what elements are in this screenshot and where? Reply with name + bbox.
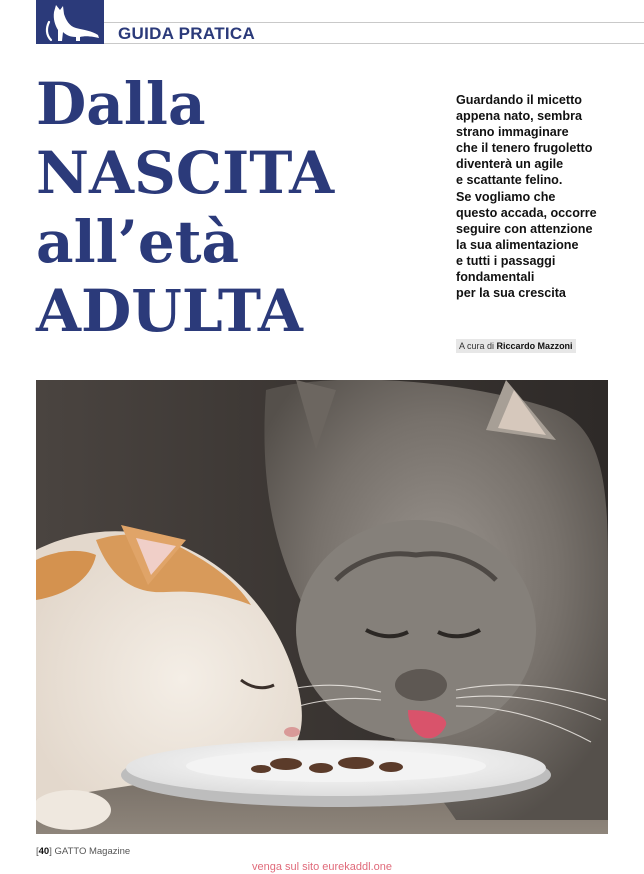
author-credit (456, 339, 576, 353)
header-rule-top (36, 22, 644, 23)
headline-line-1: Dalla (36, 70, 206, 138)
cat-silhouette-icon (36, 0, 104, 44)
section-logo (36, 0, 104, 44)
credit-prefix: A cura di (459, 341, 495, 351)
credit-author: Riccardo Mazzoni (496, 341, 573, 351)
article-headline (36, 70, 334, 346)
magazine-name: GATTO Magazine (54, 846, 131, 857)
headline-line-4: ADULTA (36, 277, 303, 345)
watermark-text: venga sul sito eurekaddl.one (251, 861, 393, 873)
section-label: GUIDA PRATICA (118, 24, 256, 43)
page-folio: [40] GATTO Magazine (36, 846, 131, 857)
cats-eating-illustration (36, 380, 608, 834)
page-number: 40 (38, 846, 50, 857)
headline-line-3: all’età (36, 208, 240, 276)
article-intro: Guardando il micetto appena nato, sembra strano immaginare che il tenero frugoletto diventerà un agile e scattante felino. Se vogliamo che questo accada, occorre seguire con attenzione la sua alimentazione e tutti i passaggi fondamentali per la sua crescita (456, 93, 597, 301)
headline-line-2: NASCITA (36, 139, 335, 207)
article-photo (36, 380, 608, 834)
